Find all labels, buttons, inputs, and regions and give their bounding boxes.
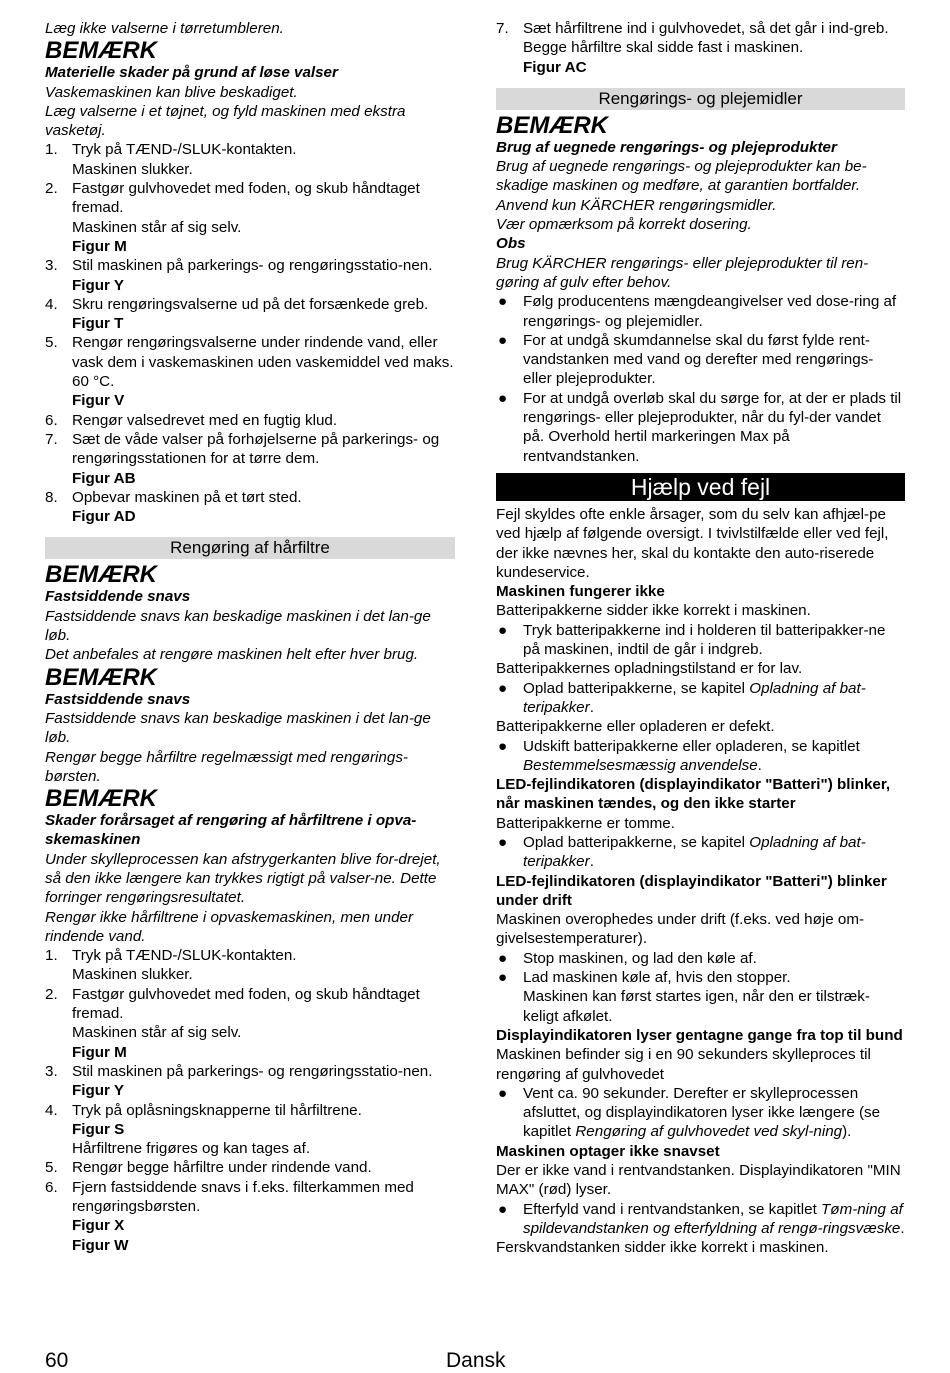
step-text: Sæt de våde valser på forhøjelserne på parkerings- og rengøringsstationen for at tørre dem. [72,430,440,468]
left-column [45,19,455,1255]
bullet-icon: ● [498,293,508,311]
note-box [45,663,455,786]
step-number: 6. [45,411,58,429]
note-box [45,39,455,140]
list-item [496,389,905,466]
step-result: Hårfiltrene frigøres og kan tages af. [72,1140,311,1158]
obs-box [496,234,905,292]
section-heading-care-products: Rengørings- og plejemidler [496,88,905,110]
list-item [496,949,905,968]
note-heading: BEMÆRK [45,561,157,589]
bullet-icon: ● [498,331,508,349]
list-item [496,737,905,776]
note-text: Rengør ikke hårfiltrene i opvaskemaskinen, men under rindende vand. [45,908,414,945]
note-heading: BEMÆRK [45,37,157,65]
step-text: Tryk på TÆND-/SLUK-kontakten. [72,141,297,159]
list-item [45,1062,455,1101]
note-text: Det anbefales at rengøre maskinen helt efter hver brug. [45,646,419,664]
page-number: 60 [45,1349,69,1372]
step-number: 6. [45,1178,58,1196]
bullet-text: For at undgå skumdannelse skal du først fylde rent-vandstanken med vand og derefter med rengørings- eller plejeprodukter. [523,331,874,388]
list-item [496,331,905,389]
problem-title: Maskinen optager ikke snavset [496,1142,720,1160]
footer-language: Dansk [446,1349,506,1372]
note-text: Fastsiddende snavs kan beskadige maskinen i det lan-ge løb. [45,607,431,645]
remedy-text: Lad maskinen køle af, hvis den stopper. [523,969,791,987]
note-heading: BEMÆRK [496,111,608,139]
chapter-heading-troubleshooting: Hjælp ved fejl [496,473,905,501]
remedy-text-main: Vent ca. 90 sekunder. Derefter er skylleprocessen afsluttet, og displayindikatoren lyser ikke længere (se kapitlet [523,1084,881,1141]
note-text: Vær opmærksom på korrekt dosering. [496,216,752,234]
step-number: 1. [45,947,58,965]
note-text: Læg valserne i et tøjnet, og fyld maskinen med ekstra vasketøj. [45,102,406,140]
figure-ref: Figur S [72,1120,125,1138]
list-item [45,985,455,1062]
steps-list [45,140,455,526]
list-item [496,1200,905,1239]
list-item [45,1158,455,1177]
step-text: Tryk på TÆND-/SLUK-kontakten. [72,947,297,965]
list-item [45,411,455,430]
remedy-text: Tryk batteripakkerne ind i holderen til batteripakker-ne på maskinen, indtil de går i indgreb. [523,621,886,659]
obs-title: Obs [496,235,526,253]
note-text: Vaskemaskinen kan blive beskadiget. [45,83,298,101]
remedy-text: Stop maskinen, og lad den køle af. [523,949,757,967]
note-title: Brug af uegnede rengørings- og plejeprodukter [496,138,837,156]
chapter-reference: Bestemmelsesmæssig anvendelse [523,756,758,774]
remedy-text-main: Oplad batteripakkerne, se kapitel [523,833,750,851]
bullet-text: Følg producentens mængdeangivelser ved dose-ring af rengørings- og plejemidler. [523,293,897,330]
step-number: 5. [45,334,58,352]
note-title: Fastsiddende snavs [45,588,191,606]
bullet-icon: ● [498,1200,508,1218]
remedy-result: Maskinen kan først startes igen, når den er tilstræk-keligt afkølet. [523,988,870,1025]
remedy-text [523,1200,905,1239]
list-item [496,679,905,718]
problem-title: LED-fejlindikatoren (displayindikator "Batteri") blinker under drift [496,872,887,909]
step-text: Fastgør gulvhovedet med foden, og skub håndtaget fremad. [72,985,420,1023]
right-column [496,19,905,1258]
list-item [496,292,905,331]
step-result: Maskinen står af sig selv. [72,1024,242,1042]
bullet-icon: ● [498,949,508,967]
step-text: Rengør rengøringsvalserne under rindende vand, eller vask dem i vaskemaskinen uden vaskemiddel ved maks. 60 °C. [72,334,454,391]
bullet-icon: ● [498,833,508,851]
note-text: Anvend kun KÄRCHER rengøringsmidler. [496,196,777,214]
figure-ref: Figur AD [72,508,136,526]
step-number: 1. [45,141,58,159]
chapter-reference: Tøm-ning af spildevandstanken og efterfyldning af rengø-ringsvæske [523,1200,903,1237]
note-title: Fastsiddende snavs [45,690,191,708]
step-text: Skru rengøringsvalserne ud på det forsænkede greb. [72,295,429,313]
list-item [496,19,905,77]
bullet-icon: ● [498,621,508,639]
step-result: Maskinen slukker. [72,160,193,178]
note-heading: BEMÆRK [45,785,157,813]
problem-cause: Batteripakkerne er tomme. [496,814,675,832]
list-item [45,1178,455,1255]
period: . [757,756,762,774]
figure-ref: Figur AB [72,469,136,487]
step-number: 7. [45,430,58,448]
step-text: Tryk på oplåsningsknapperne til hårfiltrene. [72,1101,362,1119]
problem-cause: Batteripakkerne eller opladeren er defekt. [496,718,775,736]
list-item [45,488,455,527]
bullet-icon: ● [498,737,508,755]
bullet-icon: ● [498,679,508,697]
chapter-reference: Opladning af bat-teripakker [523,833,866,871]
note-text: Fastsiddende snavs kan beskadige maskinen i det lan-ge løb. [45,709,431,747]
problem-title: LED-fejlindikatoren (displayindikator "Batteri") blinker, når maskinen tændes, og den ikke starter [496,776,891,813]
figure-ref: Figur Y [72,1082,125,1100]
list-item [496,833,905,872]
step-number: 7. [496,20,509,37]
steps-list [45,946,455,1255]
bullet-icon: ● [498,389,508,407]
note-heading: BEMÆRK [45,663,157,691]
list-item [45,1101,455,1159]
problem-cause: Maskinen befinder sig i en 90 sekunders skylleproces til rengøring af gulvhovedet [496,1046,871,1083]
remedy-text-end: ). [842,1123,852,1141]
list-item [45,179,455,256]
remedy-text-main: Efterfyld vand i rentvandstanken, se kapitlet [523,1200,822,1218]
remedy-text [523,1084,905,1142]
problem-cause: Batteripakkerne sidder ikke korrekt i maskinen. [496,602,811,620]
step-text: Fjern fastsiddende snavs i f.eks. filterkammen med rengøringsbørsten. [72,1178,414,1216]
step-text: Stil maskinen på parkerings- og rengøringsstatio-nen. [72,1062,433,1080]
chapter-reference: Opladning af bat-teripakker [523,679,866,716]
list-item [45,140,455,179]
remedy-text [523,737,905,776]
step-text: Stil maskinen på parkerings- og rengøringsstatio-nen. [72,257,433,275]
chapter-reference: Rengøring af gulvhovedet ved skyl-ning [575,1123,843,1141]
step-text: Fastgør gulvhovedet med foden, og skub håndtaget fremad. [72,180,420,217]
period: . [589,853,594,871]
intro-line: Læg ikke valserne i tørretumbleren. [45,20,284,37]
period: . [589,698,594,716]
step-number: 3. [45,257,58,275]
step-text: Rengør begge hårfiltre under rindende vand. [72,1159,372,1177]
problem-title: Maskinen fungerer ikke [496,583,665,601]
note-text: Under skylleprocessen kan afstrygerkanten blive for-drejet, så den ikke længere kan trykkes rigtigt på valser-ne. Dette forringer rengøringsresultatet. [45,850,441,907]
problem-cause: Maskinen overophedes under drift (f.eks. ved høje om-givelsestemperaturer). [496,911,865,948]
problem-cause: Ferskvandstanken sidder ikke korrekt i maskinen. [496,1239,829,1257]
list-item [496,621,905,660]
figure-ref: Figur Y [72,276,125,294]
problem-title: Displayindikatoren lyser gentagne gange fra top til bund [496,1026,903,1044]
list-item [45,430,455,488]
figure-ref: Figur M [72,1043,127,1061]
section-heading-hair-filters: Rengøring af hårfiltre [45,537,455,559]
figure-ref: Figur AC [523,58,587,76]
figure-ref: Figur T [72,315,124,333]
list-item [45,295,455,334]
remedy-text [523,679,905,718]
note-title: Skader forårsaget af rengøring af hårfiltrene i opva-skemaskinen [45,812,417,849]
figure-ref: Figur M [72,237,127,255]
step-number: 8. [45,488,58,506]
note-title: Materielle skader på grund af løse valser [45,64,338,82]
note-text: Rengør begge hårfiltre regelmæssigt med rengørings-børsten. [45,748,408,785]
figure-ref: Figur X [72,1217,125,1235]
remedy-text-main: Oplad batteripakkerne, se kapitel [523,679,750,697]
step-number: 3. [45,1062,58,1080]
figure-ref: Figur V [72,392,125,410]
bullet-text: For at undgå overløb skal du sørge for, at der er plads til rengørings- eller plejeprodukter, når du fyl-der vandet på. Overhold hertil markeringen Max på rentvandstanken. [523,389,902,465]
obs-text: Brug KÄRCHER rengørings- eller plejeprodukter til ren-gøring af gulv efter behov. [496,254,869,291]
step-result: Maskinen slukker. [72,966,193,984]
problem-cause: Der er ikke vand i rentvandstanken. Displayindikatoren "MIN MAX" (rød) lyser. [496,1162,901,1199]
step-number: 4. [45,1101,58,1119]
step-number: 4. [45,295,58,313]
period: . [900,1219,905,1237]
step-number: 2. [45,180,58,198]
step-number: 5. [45,1159,58,1177]
list-item [45,946,455,985]
step-text: Sæt hårfiltrene ind i gulvhovedet, så det går i ind-greb. Begge hårfiltre skal sidde fast i maskinen. [523,20,889,57]
list-item [45,256,455,295]
step-text: Rengør valsedrevet med en fugtig klud. [72,411,338,429]
bullet-icon: ● [498,1084,508,1102]
list-item [45,333,455,410]
bullet-list [496,292,905,466]
list-item [496,1084,905,1142]
step-number: 2. [45,985,58,1003]
note-box [496,111,905,234]
list-item [496,968,905,1026]
note-box [45,563,455,664]
bullet-icon: ● [498,969,508,987]
remedy-text [523,833,905,872]
note-box [45,787,455,946]
note-text: Brug af uegnede rengørings- og plejeprodukter kan be-skadige maskinen og medføre, at garantien bortfalder. [496,158,867,195]
problem-cause: Batteripakkernes opladningstilstand er for lav. [496,660,803,678]
figure-ref: Figur W [72,1236,129,1254]
step-result: Maskinen står af sig selv. [72,218,242,236]
step-text: Opbevar maskinen på et tørt sted. [72,488,302,506]
help-intro: Fejl skyldes ofte enkle årsager, som du selv kan afhjæl-pe ved hjælp af følgende oversigt. I tvivlstilfælde eller ved fejl, der ikke nævnes her, skal du kontakte den auto-riserede kundeservice. [496,505,889,581]
remedy-text-main: Udskift batteripakkerne eller opladeren, se kapitlet [523,737,860,755]
